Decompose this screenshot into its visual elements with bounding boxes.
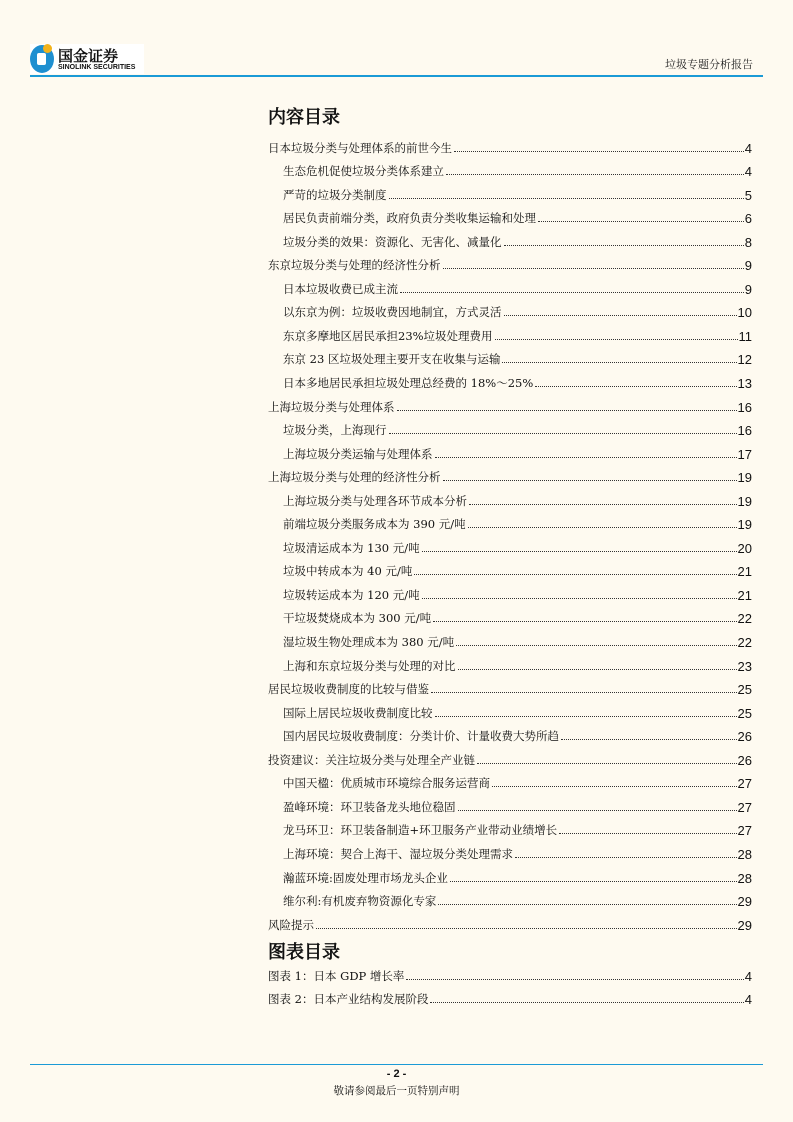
entry-page: 6 xyxy=(744,211,752,227)
dot-leader xyxy=(433,621,736,622)
entry-page: 27 xyxy=(737,823,752,839)
entry-page: 27 xyxy=(737,799,752,815)
toc-entry[interactable] xyxy=(268,674,752,698)
dot-leader xyxy=(492,786,737,787)
dot-leader xyxy=(561,739,737,740)
entry-title[interactable]: 前端垃圾分类服务成本为 390 元/吨 xyxy=(283,517,466,532)
toc-entry[interactable] xyxy=(268,273,752,297)
toc-entry[interactable] xyxy=(268,179,752,203)
toc-entry[interactable] xyxy=(268,791,752,815)
entry-title[interactable]: 垃圾分类的效果：资源化、无害化、减量化 xyxy=(283,234,502,249)
entry-page: 16 xyxy=(737,399,752,415)
entry-title[interactable]: 东京多摩地区居民承担23%垃圾处理费用 xyxy=(283,328,493,343)
toc-entry[interactable] xyxy=(268,132,752,156)
entry-title[interactable]: 国际上居民垃圾收费制度比较 xyxy=(283,705,433,720)
dot-leader xyxy=(430,1002,743,1003)
dot-leader xyxy=(435,457,737,458)
toc-entry[interactable] xyxy=(268,415,752,439)
entry-page: 19 xyxy=(737,517,752,533)
entry-title[interactable]: 中国天楹：优质城市环境综合服务运营商 xyxy=(283,776,490,791)
entry-page: 16 xyxy=(737,423,752,439)
entry-title[interactable]: 垃圾中转成本为 40 元/吨 xyxy=(283,564,413,579)
entry-title[interactable]: 图表 2：日本产业结构发展阶段 xyxy=(268,992,429,1007)
entry-page: 12 xyxy=(737,352,752,368)
entry-page: 21 xyxy=(737,564,752,580)
entry-title[interactable]: 垃圾清运成本为 130 元/吨 xyxy=(283,540,420,555)
dot-leader xyxy=(397,410,737,411)
entry-title[interactable]: 上海垃圾分类与处理的经济性分析 xyxy=(268,470,441,485)
entry-title[interactable]: 龙马环卫：环卫装备制造+环卫服务产业带动业绩增长 xyxy=(283,823,558,838)
toc-entry[interactable] xyxy=(268,203,752,227)
toc-entry[interactable] xyxy=(268,862,752,886)
page-number: - 2 - xyxy=(386,1068,407,1080)
entry-page: 4 xyxy=(744,992,752,1008)
dot-leader xyxy=(446,174,744,175)
header-divider xyxy=(30,75,763,77)
logo-cn: 国金证券 xyxy=(58,46,119,65)
dot-leader xyxy=(535,386,736,387)
toc-entry[interactable] xyxy=(268,156,752,180)
toc-entry[interactable] xyxy=(268,367,752,391)
toc-entry[interactable] xyxy=(268,960,752,984)
entry-page: 8 xyxy=(744,234,752,250)
figures-title: 图表目录 xyxy=(268,942,340,963)
dot-leader xyxy=(435,716,737,717)
company-logo xyxy=(30,44,144,74)
entry-page: 4 xyxy=(744,164,752,180)
entry-page: 26 xyxy=(737,752,752,768)
dot-leader xyxy=(454,151,744,152)
entry-page: 23 xyxy=(737,658,752,674)
entry-page: 25 xyxy=(737,705,752,721)
toc-entry[interactable] xyxy=(268,438,752,462)
entry-title[interactable]: 国内居民垃圾收费制度：分类计价、计量收费大势所趋 xyxy=(283,729,559,744)
report-title: 垃圾专题分析报告 xyxy=(665,58,753,71)
entry-title[interactable]: 以东京为例：垃圾收费因地制宜，方式灵活 xyxy=(283,305,502,320)
entry-page: 26 xyxy=(737,729,752,745)
entry-page: 25 xyxy=(737,682,752,698)
entry-title[interactable]: 居民负责前端分类，政府负责分类收集运输和处理 xyxy=(283,211,536,226)
entry-page: 28 xyxy=(737,846,752,862)
toc-entry[interactable] xyxy=(268,344,752,368)
entry-title[interactable]: 垃圾分类，上海现行 xyxy=(283,423,387,438)
toc-entry[interactable] xyxy=(268,721,752,745)
entry-title[interactable]: 上海和东京垃圾分类与处理的对比 xyxy=(283,658,456,673)
entry-page: 19 xyxy=(737,470,752,486)
dot-leader xyxy=(504,315,737,316)
dot-leader xyxy=(504,245,744,246)
toc-entry[interactable] xyxy=(268,815,752,839)
toc-entry[interactable] xyxy=(268,697,752,721)
entry-title[interactable]: 湿垃圾生物处理成本为 380 元/吨 xyxy=(283,635,455,650)
dot-leader xyxy=(515,857,737,858)
toc-entry[interactable] xyxy=(268,626,752,650)
toc-entry[interactable] xyxy=(268,462,752,486)
entry-title[interactable]: 严苛的垃圾分类制度 xyxy=(283,187,387,202)
dot-leader xyxy=(538,221,744,222)
entry-title[interactable]: 东京 23 区垃圾处理主要开支在收集与运输 xyxy=(283,352,501,367)
dot-leader xyxy=(458,669,737,670)
entry-title[interactable]: 图表 1：日本 GDP 增长率 xyxy=(268,968,405,983)
entry-title[interactable]: 上海垃圾分类与处理体系 xyxy=(268,399,395,414)
dot-leader xyxy=(389,433,737,434)
entry-title[interactable]: 干垃圾焚烧成本为 300 元/吨 xyxy=(283,611,432,626)
toc-entry[interactable] xyxy=(268,532,752,556)
footer-divider xyxy=(30,1064,763,1065)
logo-en: SINOLINK SECURITIES xyxy=(58,63,136,71)
dot-leader xyxy=(477,763,737,764)
toc-entry[interactable] xyxy=(268,650,752,674)
entry-title[interactable]: 日本垃圾分类与处理体系的前世今生 xyxy=(268,140,452,155)
entry-page: 21 xyxy=(737,587,752,603)
entry-page: 20 xyxy=(737,540,752,556)
toc-entry[interactable] xyxy=(268,909,752,933)
entry-page: 17 xyxy=(737,446,752,462)
dot-leader xyxy=(443,480,737,481)
dot-leader xyxy=(316,928,737,929)
dot-leader xyxy=(458,810,737,811)
entry-page: 28 xyxy=(737,870,752,886)
entry-title[interactable]: 投资建议：关注垃圾分类与处理全产业链 xyxy=(268,752,475,767)
toc-entry[interactable] xyxy=(268,886,752,910)
toc-entry[interactable] xyxy=(268,838,752,862)
dot-leader xyxy=(431,692,737,693)
entry-title[interactable]: 日本垃圾收费已成主流 xyxy=(283,281,398,296)
dot-leader xyxy=(443,268,744,269)
toc-entry[interactable] xyxy=(268,744,752,768)
table-of-contents xyxy=(268,132,752,933)
toc-entry[interactable] xyxy=(268,485,752,509)
entry-page: 11 xyxy=(738,328,752,344)
toc-entry[interactable] xyxy=(268,509,752,533)
entry-title[interactable]: 上海垃圾分类运输与处理体系 xyxy=(283,446,433,461)
toc-entry[interactable] xyxy=(268,984,752,1008)
entry-page: 13 xyxy=(737,376,752,392)
dot-leader xyxy=(406,979,743,980)
dot-leader xyxy=(468,527,737,528)
dot-leader xyxy=(389,198,744,199)
dot-leader xyxy=(456,645,736,646)
disclaimer: 敬请参阅最后一页特别声明 xyxy=(333,1085,460,1097)
entry-page: 22 xyxy=(737,635,752,651)
entry-page: 5 xyxy=(744,187,752,203)
toc-entry[interactable] xyxy=(268,391,752,415)
entry-title[interactable]: 垃圾转运成本为 120 元/吨 xyxy=(283,587,420,602)
entry-page: 10 xyxy=(737,305,752,321)
dot-leader xyxy=(422,551,737,552)
toc-title: 内容目录 xyxy=(268,107,340,128)
toc-entry[interactable] xyxy=(268,250,752,274)
dot-leader xyxy=(502,362,736,363)
dot-leader xyxy=(559,833,736,834)
toc-entry[interactable] xyxy=(268,320,752,344)
entry-page: 4 xyxy=(744,968,752,984)
entry-title[interactable]: 生态危机促使垃圾分类体系建立 xyxy=(283,164,444,179)
toc-entry[interactable] xyxy=(268,297,752,321)
figures-list xyxy=(268,960,752,1007)
entry-title[interactable]: 瀚蓝环境:固废处理市场龙头企业 xyxy=(283,870,448,885)
logo-icon xyxy=(30,45,54,73)
toc-entry[interactable] xyxy=(268,603,752,627)
entry-title[interactable]: 盈峰环境：环卫装备龙头地位稳固 xyxy=(283,799,456,814)
dot-leader xyxy=(400,292,744,293)
entry-page: 4 xyxy=(744,140,752,156)
entry-title[interactable]: 上海环境：契合上海干、湿垃圾分类处理需求 xyxy=(283,846,513,861)
dot-leader xyxy=(450,881,737,882)
dot-leader xyxy=(495,339,738,340)
entry-page: 22 xyxy=(737,611,752,627)
entry-page: 9 xyxy=(744,258,752,274)
entry-page: 29 xyxy=(737,917,752,933)
entry-title[interactable]: 居民垃圾收费制度的比较与借鉴 xyxy=(268,682,429,697)
toc-entry[interactable] xyxy=(268,226,752,250)
entry-page: 9 xyxy=(744,281,752,297)
entry-title[interactable]: 东京垃圾分类与处理的经济性分析 xyxy=(268,258,441,273)
entry-title[interactable]: 维尔利:有机废弃物资源化专家 xyxy=(283,894,437,909)
toc-entry[interactable] xyxy=(268,556,752,580)
entry-title[interactable]: 上海垃圾分类与处理各环节成本分析 xyxy=(283,493,467,508)
entry-title[interactable]: 风险提示 xyxy=(268,917,314,932)
toc-entry[interactable] xyxy=(268,768,752,792)
dot-leader xyxy=(422,598,737,599)
dot-leader xyxy=(438,904,736,905)
dot-leader xyxy=(414,574,736,575)
entry-page: 27 xyxy=(737,776,752,792)
toc-entry[interactable] xyxy=(268,579,752,603)
dot-leader xyxy=(469,504,737,505)
entry-title[interactable]: 日本多地居民承担垃圾处理总经费的 18%～25% xyxy=(283,376,534,391)
entry-page: 29 xyxy=(737,894,752,910)
entry-page: 19 xyxy=(737,493,752,509)
